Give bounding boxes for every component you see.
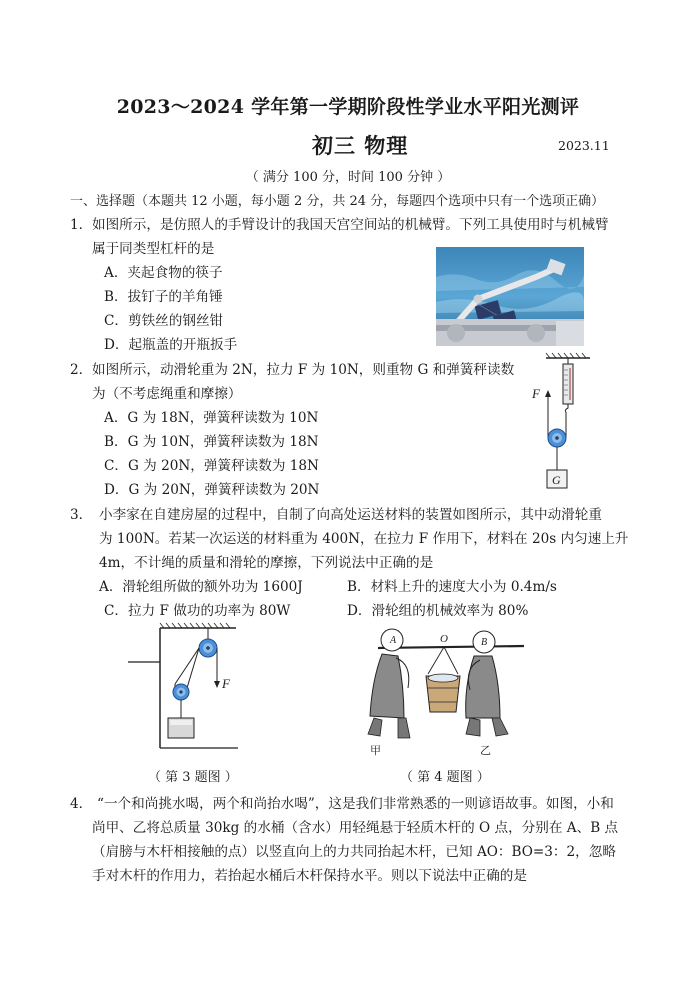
exam-date: 2023.11 <box>558 138 610 153</box>
q3-stem-line2: 为 100N。若某一次运送的材料重为 400N，在拉力 F 作用下，材料在 20s 内匀速上升 <box>99 531 629 547</box>
q3-stem-line1: 小李家在自建房屋的过程中，自制了向高处运送材料的装置如图所示，其中动滑轮重 <box>99 507 602 523</box>
q3-figure-caption: （ 第 3 题图 ） <box>148 770 238 785</box>
q2-stem-line1: 如图所示，动滑轮重为 2N，拉力 F 为 10N，则重物 G 和弹簧秤读数 <box>92 362 515 378</box>
q4-number: 4． <box>70 796 93 812</box>
q2-option-d: D．G 为 20N，弹簧秤读数为 20N <box>104 482 320 498</box>
q4-figure-caption: （ 第 4 题图 ） <box>400 770 490 785</box>
q1-option-c: C．剪铁丝的钢丝钳 <box>104 313 224 329</box>
q1-stem-line1: 如图所示，是仿照人的手臂设计的我国天宫空间站的机械臂。下列工具使用时与机械臂 <box>92 217 609 233</box>
q4-stem-line3: （肩膀与木杆相接触的点）以竖直向上的力共同抬起木杆，已知 AO：BO=3：2，忽略 <box>92 844 616 860</box>
q1-option-d: D．起瓶盖的开瓶扳手 <box>104 337 238 353</box>
q4-stem-line1: “一个和尚挑水喝，两个和尚抬水喝”，这是我们非常熟悉的一则谚语故事。如图，小和 <box>97 796 614 812</box>
q2-fig-weight-label: G <box>552 473 561 487</box>
q2-option-b: B．G 为 10N，弹簧秤读数为 18N <box>104 434 319 450</box>
q3-option-c: C．拉力 F 做功的功率为 80W <box>104 603 291 619</box>
q4-monks-figure <box>352 620 532 758</box>
q2-number: 2． <box>70 362 93 378</box>
q3-pulley-figure <box>118 620 243 755</box>
q4-fig-monk-jia: 甲 <box>370 744 381 757</box>
q3-stem-line3: 4m，不计绳的质量和滑轮的摩擦，下列说法中正确的是 <box>99 555 434 571</box>
q3-option-a: A．滑轮组所做的额外功为 1600J <box>99 579 303 595</box>
q2-option-a: A．G 为 18N，弹簧秤读数为 10N <box>104 410 319 426</box>
q1-option-b: B．拔钉子的羊角锤 <box>104 289 223 305</box>
q3-number: 3． <box>70 507 93 523</box>
q3-option-b: B．材料上升的速度大小为 0.4m/s <box>347 579 557 595</box>
robotic-arm-photo <box>436 247 584 346</box>
q4-fig-point-b: B <box>481 637 488 648</box>
exam-note: （ 满分 100 分，时间 100 分钟 ） <box>245 170 451 185</box>
q1-stem-line2: 属于同类型杠杆的是 <box>92 241 215 257</box>
exam-title: 2023～2024 学年第一学期阶段性学业水平阳光测评 <box>116 96 580 118</box>
q1-number: 1． <box>70 217 93 233</box>
q3-fig-force-label: F <box>222 676 230 691</box>
section-heading: 一、选择题（本题共 12 小题，每小题 2 分，共 24 分，每题四个选项中只有一个选项正确） <box>70 194 605 209</box>
q2-pulley-figure <box>520 350 600 495</box>
q2-fig-force-label: F <box>532 386 540 401</box>
q4-fig-monk-yi: 乙 <box>480 744 491 757</box>
q4-fig-point-o: O <box>440 633 448 645</box>
q4-stem-line4: 手对木杆的作用力，若抬起水桶后木杆保持水平。则以下说法中正确的是 <box>92 868 527 884</box>
q4-stem-line2: 尚甲、乙将总质量 30kg 的水桶（含水）用轻绳悬于轻质木杆的 O 点，分别在 A、B 点 <box>92 820 619 836</box>
exam-subject: 初三 物理 <box>312 133 409 158</box>
q1-option-a: A．夹起食物的筷子 <box>104 265 223 281</box>
q4-fig-point-a: A <box>390 635 397 646</box>
q2-option-c: C．G 为 20N，弹簧秤读数为 18N <box>104 458 319 474</box>
q2-stem-line2: 为（不考虑绳重和摩擦） <box>92 386 242 402</box>
q3-option-d: D．滑轮组的机械效率为 80% <box>347 603 529 619</box>
